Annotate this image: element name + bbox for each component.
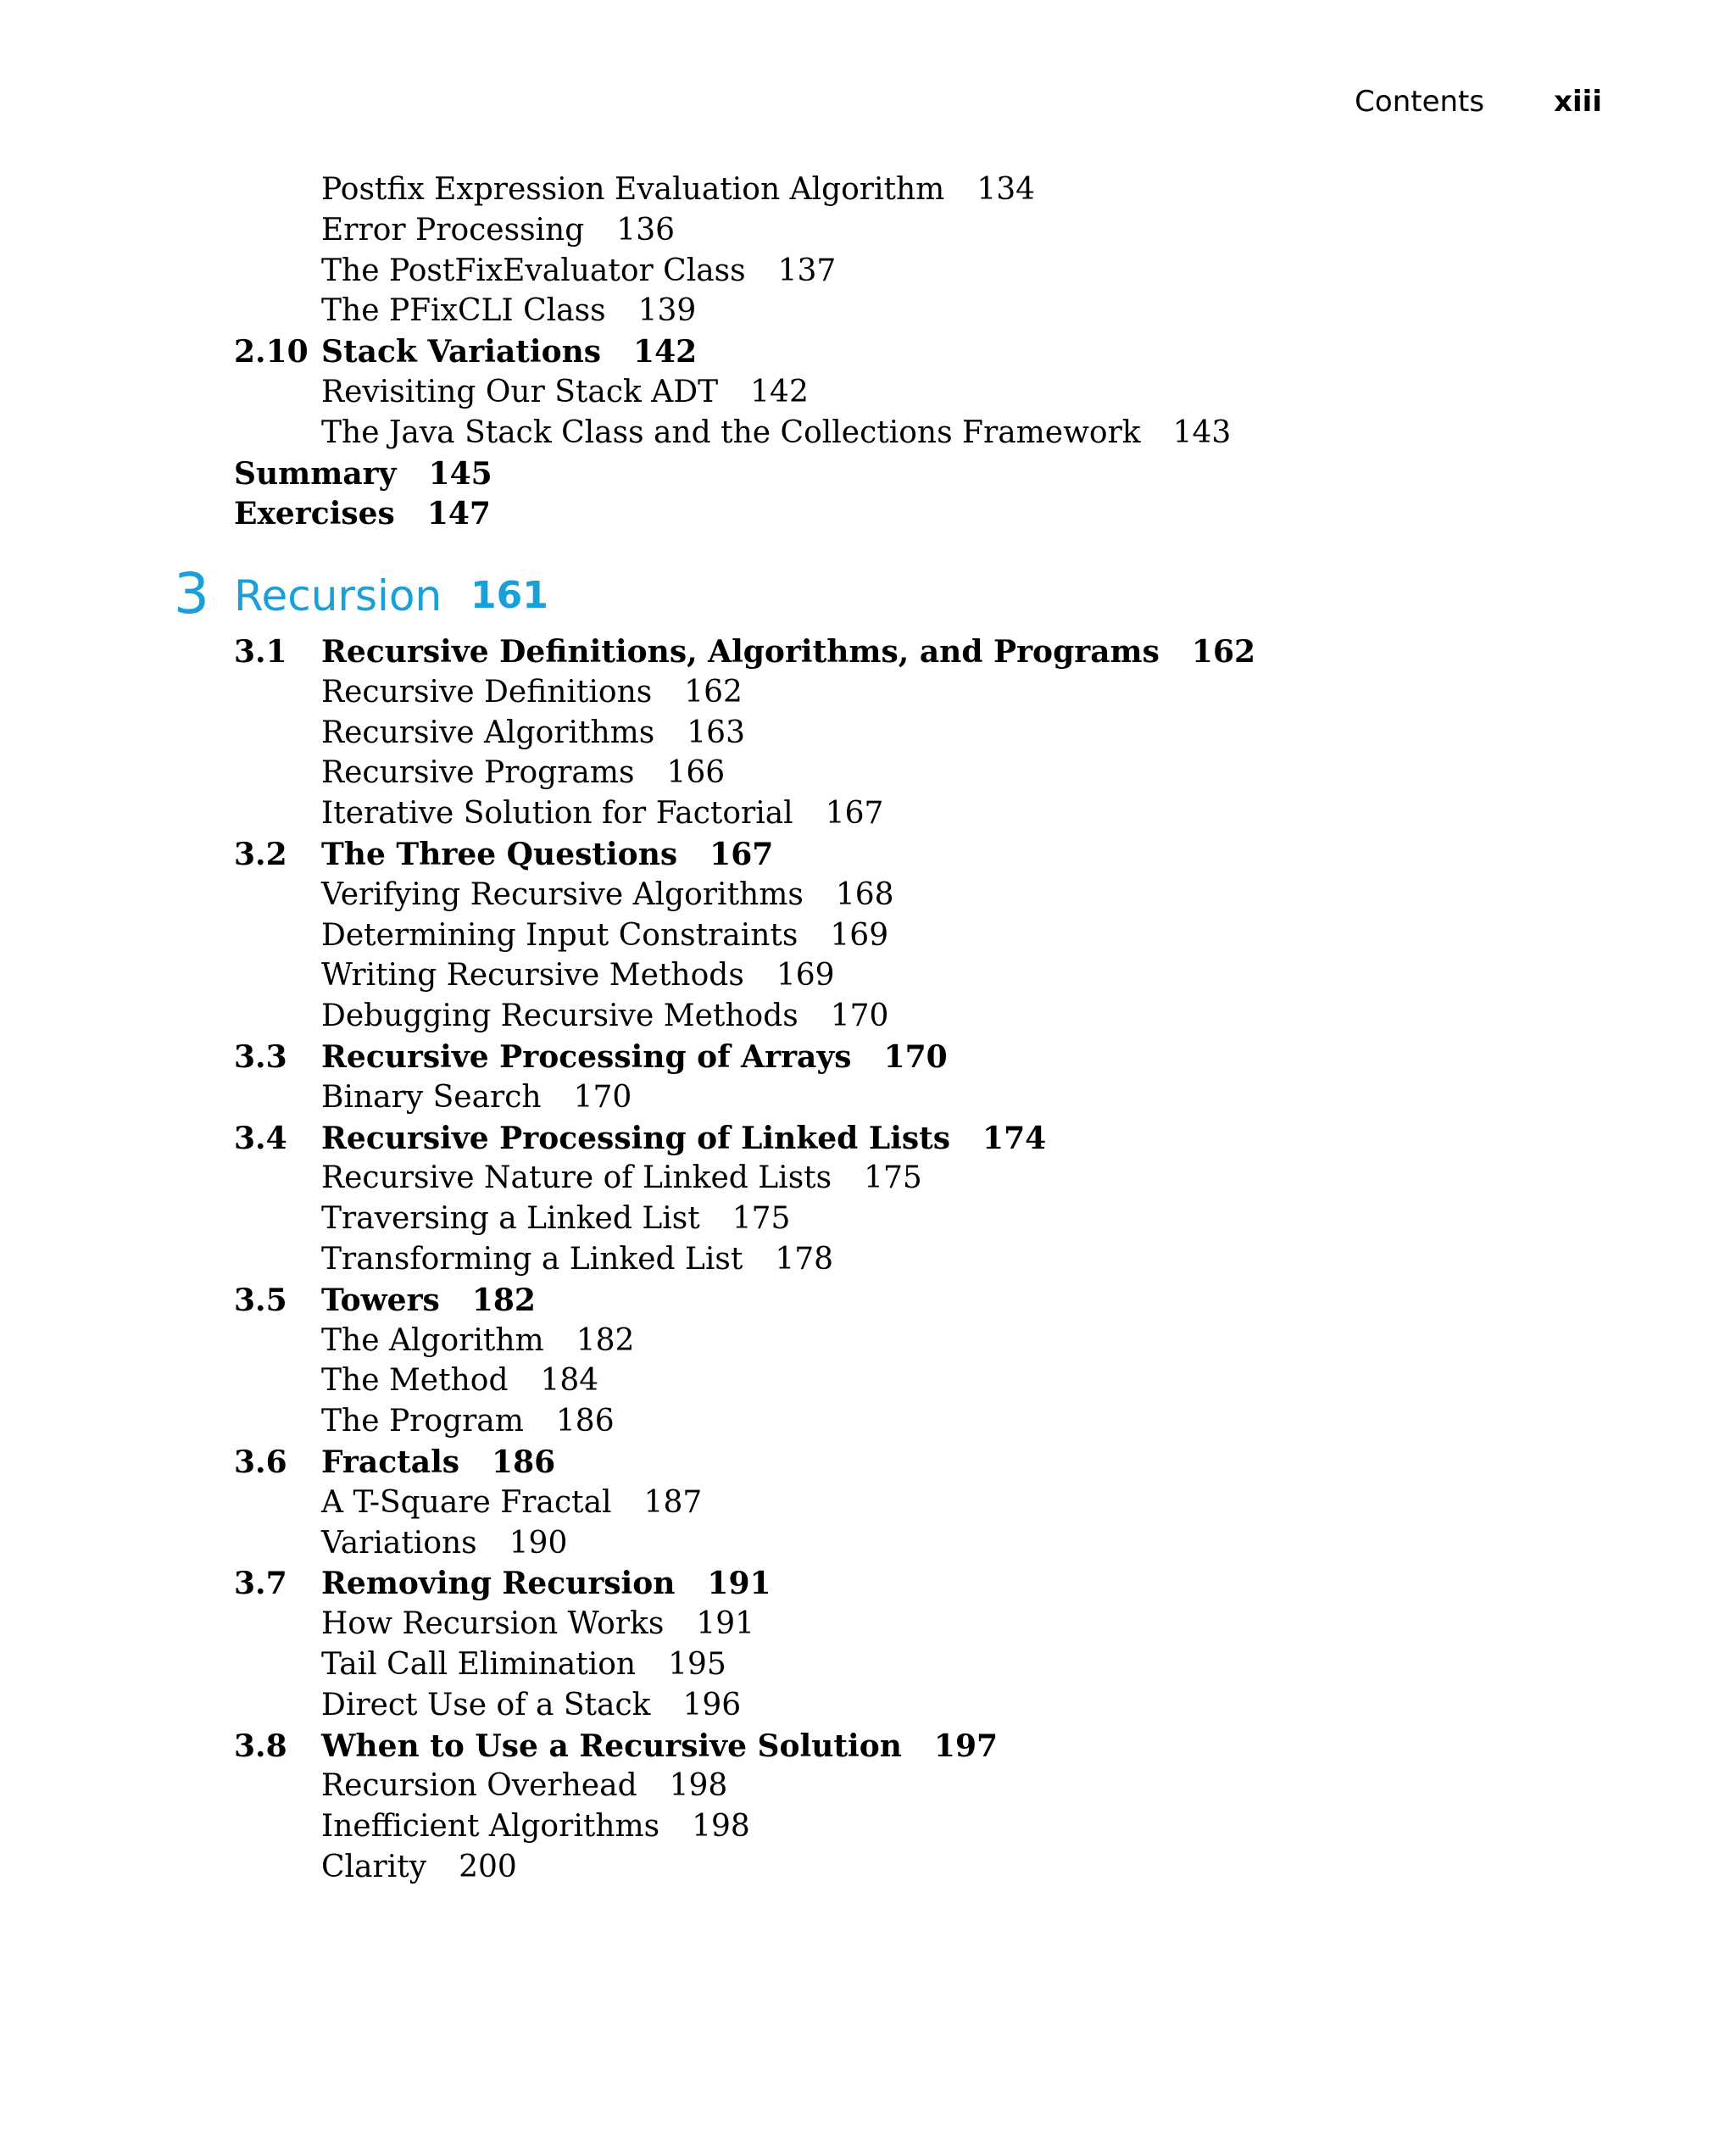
entry-title: Stack Variations [321,334,602,370]
entry-title-group [321,1483,702,1523]
entry-title: Variations [321,1525,477,1561]
entry-title-group [234,493,491,534]
entry-page: 182 [471,1282,536,1318]
entry-page: 170 [573,1079,632,1115]
entry-title-group [321,1523,567,1564]
section-number: 3.3 [234,1039,287,1075]
entry-title: Recursive Processing of Linked Lists [321,1120,951,1156]
entry-title: Direct Use of a Stack [321,1687,651,1722]
entry-page: 170 [883,1039,948,1075]
entry-title-group [321,713,745,754]
running-header-label: Contents [1355,85,1485,119]
entry-title-group [321,1847,517,1888]
entry-title-group [321,291,696,331]
entry-title-group [321,834,773,875]
entry-title: Error Processing [321,212,585,248]
entry-page: 174 [982,1120,1047,1156]
entry-title-group [321,1644,726,1685]
entry-title: Recursive Definitions [321,674,653,710]
entry-page: 175 [732,1201,791,1237]
entry-page: 167 [709,837,774,872]
entry-title-group [321,1037,948,1077]
entry-page: 168 [835,876,894,912]
entry-title: Iterative Solution for Factorial [321,796,793,832]
entry-title: Clarity [321,1850,427,1884]
entry-title-group [234,454,492,494]
entry-title-group [321,1442,555,1483]
entry-title: A T-Square Fractal [321,1484,612,1520]
entry-title-group [321,1321,634,1361]
section-number: 3.2 [234,837,287,872]
entry-title-group [321,1280,536,1321]
entry-title-group [321,996,888,1037]
entry-page: 162 [1191,634,1256,670]
entry-page: 139 [637,293,697,329]
entry-title: Determining Input Constraints [321,917,798,953]
entry-page: 191 [696,1606,755,1642]
entry-title: Revisiting Our Stack ADT [321,375,719,409]
page-number: xiii [1554,85,1602,119]
entry-title-group [321,1766,727,1806]
entry-title: Debugging Recursive Methods [321,999,798,1034]
entry-title: The Java Stack Class and the Collections Framework [321,415,1141,450]
entry-title-group [321,1361,598,1401]
entry-title: Fractals [321,1444,460,1480]
chapter-title: Recursion [234,571,442,620]
entry-title-group [321,1401,615,1442]
entry-title: Recursive Definitions, Algorithms, and Programs [321,634,1160,670]
entry-title: Recursive Algorithms [321,715,655,750]
section-number: 3.8 [234,1728,287,1764]
entry-title-group [321,1118,1046,1159]
entry-title-group [321,170,1035,210]
entry-title: Exercises [234,496,395,532]
entry-page: 142 [633,334,698,370]
entry-page: 143 [1172,415,1232,450]
entry-page: 162 [684,674,743,710]
entry-page: 186 [555,1404,615,1439]
entry-page: 175 [864,1160,922,1196]
entry-page: 169 [830,917,889,953]
entry-title-group [321,251,836,292]
entry-title-group [321,1199,790,1239]
entry-title-group [321,372,809,413]
entry-title: Traversing a Linked List [321,1201,700,1237]
entry-title: Recursive Nature of Linked Lists [321,1160,832,1196]
entry-page: 182 [576,1322,635,1358]
entry-title: The Algorithm [321,1322,544,1358]
entry-title: Writing Recursive Methods [321,958,744,993]
entry-page: 187 [643,1484,703,1520]
section-number: 2.10 [234,334,309,370]
chapter-number: 3 [174,561,209,626]
entry-page: 198 [692,1809,750,1845]
section-number: 3.1 [234,634,287,670]
entry-title: Summary [234,455,397,492]
entry-title: Recursive Programs [321,755,635,791]
entry-title: The Three Questions [321,837,678,872]
entry-page: 196 [682,1687,742,1722]
entry-title: Removing Recursion [321,1566,676,1602]
entry-title-group [321,1685,741,1726]
entry-title-group [321,1239,833,1280]
entry-title: Recursion Overhead [321,1768,637,1804]
entry-page: 167 [825,796,884,832]
entry-page: 191 [707,1566,771,1602]
entry-title: Verifying Recursive Algorithms [321,876,804,912]
entry-title-group [321,1604,754,1644]
entry-page: 197 [933,1728,999,1764]
entry-title: The PFixCLI Class [321,293,606,329]
entry-title: Recursive Processing of Arrays [321,1039,852,1075]
entry-title: When to Use a Recursive Solution [321,1728,902,1764]
entry-title: Transforming a Linked List [321,1242,743,1277]
entry-title: The Program [321,1404,524,1439]
entry-title: How Recursion Works [321,1606,665,1642]
entry-page: 186 [492,1444,556,1480]
running-header [1355,85,1602,136]
entry-title: Towers [321,1282,440,1318]
entry-title: Postfix Expression Evaluation Algorithm [321,172,945,207]
entry-page: 169 [776,958,835,993]
chapter-page: 161 [470,574,548,617]
entry-page: 190 [509,1525,568,1561]
entry-title-group [321,753,725,793]
entry-page: 200 [459,1850,517,1884]
entry-title-group [321,413,1231,454]
entry-title: Tail Call Elimination [321,1647,637,1682]
entry-page: 137 [777,253,837,288]
entry-title-group [321,210,675,251]
entry-title: Inefficient Algorithms [321,1809,660,1845]
section-number: 3.6 [234,1444,287,1480]
entry-page: 170 [830,999,889,1034]
entry-title-group [321,875,894,915]
entry-title-group [321,331,697,372]
section-number: 3.7 [234,1566,287,1602]
entry-page: 195 [668,1647,726,1682]
entry-title-group [321,793,883,834]
entry-page: 134 [976,172,1036,207]
entry-title: The PostFixEvaluator Class [321,253,746,288]
entry-page: 147 [426,496,491,532]
entry-title-group [321,672,743,713]
section-number: 3.5 [234,1282,287,1318]
entry-page: 136 [616,212,676,248]
entry-page: 163 [687,715,745,750]
section-number: 3.4 [234,1120,287,1156]
entry-title-group [321,915,888,956]
entry-title-group [321,1806,750,1847]
entry-title: Binary Search [321,1079,542,1115]
entry-title-group [321,632,1255,672]
entry-page: 198 [669,1768,728,1804]
entry-page: 178 [775,1242,834,1277]
entry-page: 166 [666,755,726,791]
entry-title-group [321,1726,998,1767]
entry-title-group [321,1077,632,1118]
entry-page: 184 [540,1363,599,1399]
entry-title: The Method [321,1363,509,1399]
entry-title-group [321,1563,771,1604]
entry-title-group [321,955,835,996]
entry-page: 145 [428,455,492,492]
entry-title-group [321,1158,922,1199]
entry-page: 142 [750,375,809,409]
